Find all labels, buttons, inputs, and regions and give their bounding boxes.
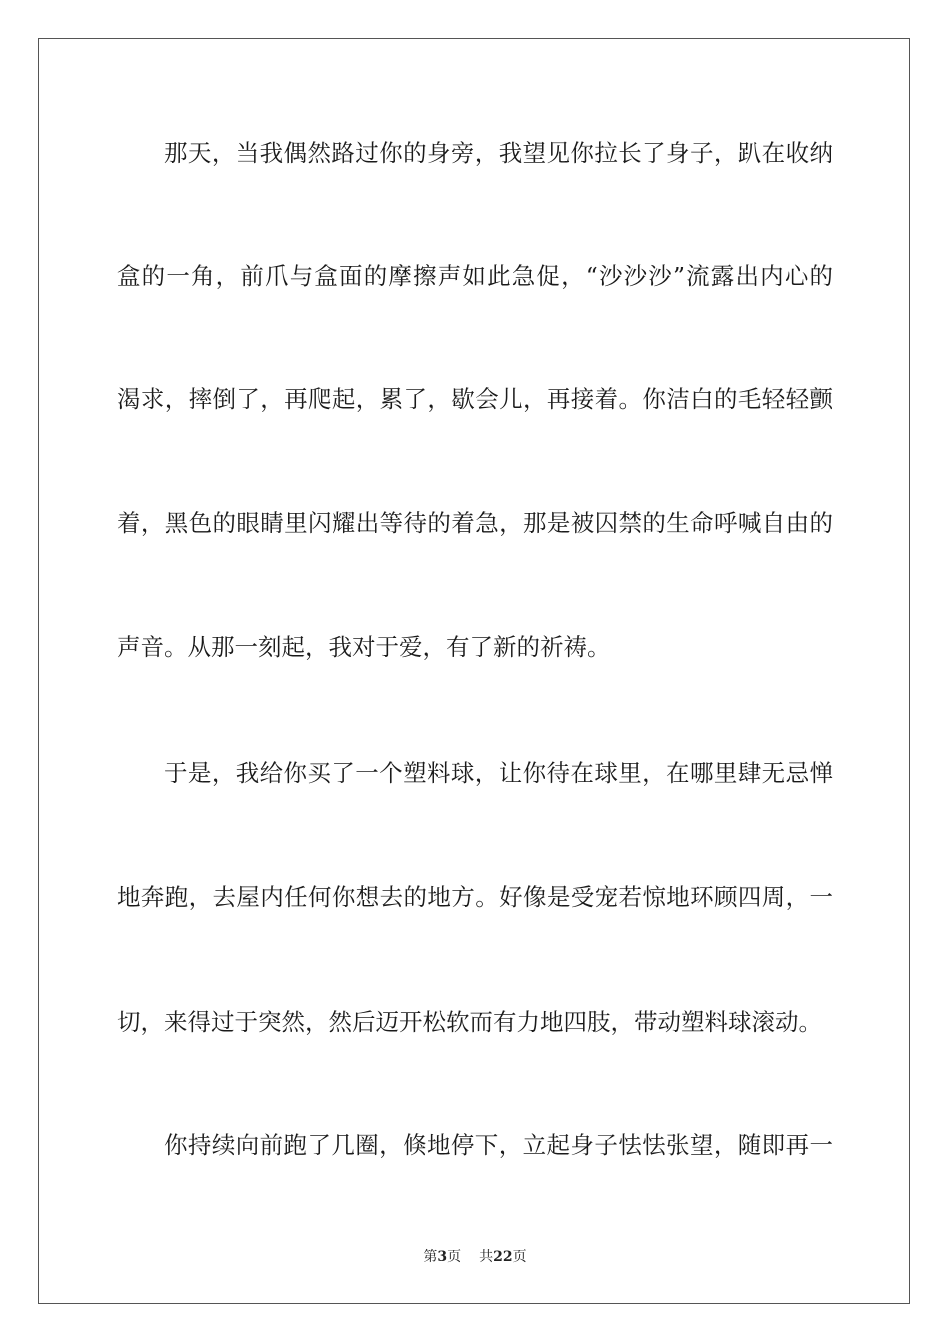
text-line: 地奔跑，去屋内任何你想去的地方。好像是受宠若惊地环顾四周，一 [117,883,833,911]
text-line: 于是，我给你买了一个塑料球，让你待在球里，在哪里肆无忌惮 [164,759,833,787]
page-number: 3 [437,1249,448,1265]
text-line: 那天，当我偶然路过你的身旁，我望见你拉长了身子，趴在收纳 [164,139,833,167]
total-suffix: 页 [512,1249,527,1265]
text-line: 着，黑色的眼睛里闪耀出等待的着急，那是被囚禁的生命呼喊自由的 [117,509,833,537]
text-line: 渴求，摔倒了，再爬起，累了，歇会儿，再接着。你洁白的毛轻轻颤 [117,385,833,413]
page-footer [0,1248,950,1266]
total-pages: 22 [493,1249,513,1265]
text-line: 盒的一角，前爪与盒面的摩擦声如此急促，“沙沙沙”流露出内心的 [117,262,833,290]
total-prefix: 共 [479,1249,494,1265]
text-line: 切，来得过于突然，然后迈开松软而有力地四肢，带动塑料球滚动。 [117,1008,822,1036]
page-border [38,38,910,1304]
page-prefix: 第 [423,1249,438,1265]
text-line: 你持续向前跑了几圈，倏地停下，立起身子怯怯张望，随即再一 [164,1131,833,1159]
page-suffix: 页 [447,1249,462,1265]
text-line: 声音。从那一刻起，我对于爱，有了新的祈祷。 [117,633,611,661]
